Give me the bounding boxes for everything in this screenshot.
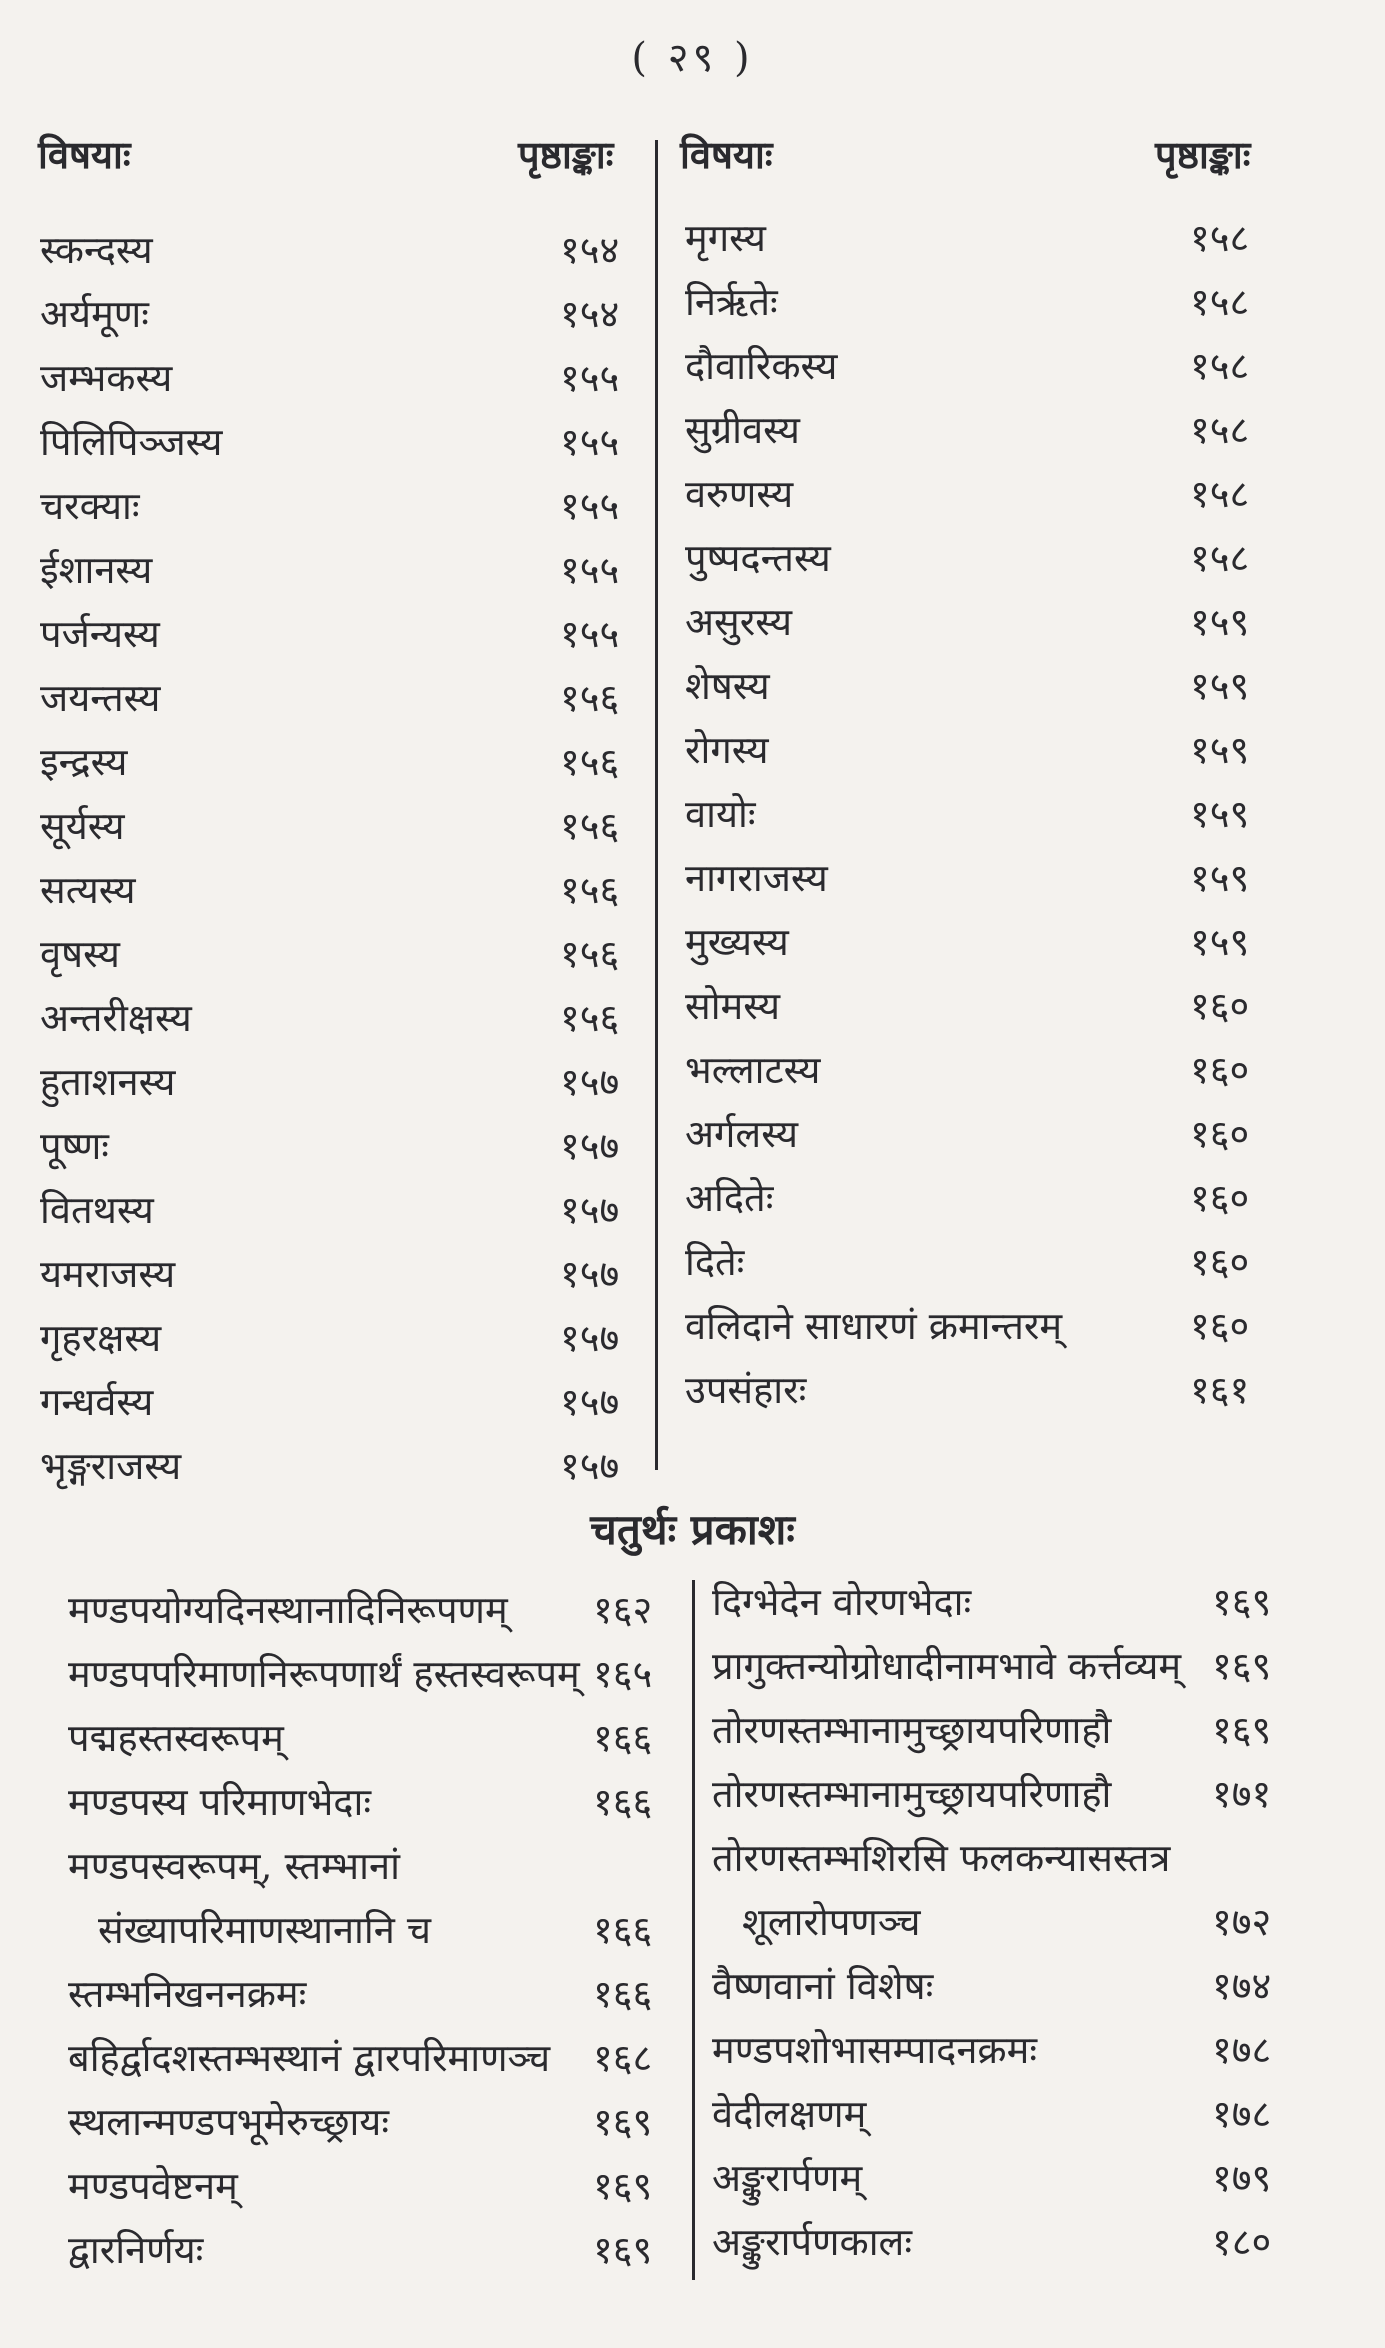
toc-entry-page-number: १५९ xyxy=(1190,920,1250,964)
toc-entry-page-number: १५६ xyxy=(560,804,620,848)
toc-entry-page-number: १५५ xyxy=(560,484,620,528)
toc-entry-title: स्तम्भनिखननक्रमः xyxy=(68,1972,307,2016)
toc-entry-title: सूर्यस्य xyxy=(40,804,125,848)
toc-entry xyxy=(685,270,1295,334)
left-column-page-header: पृष्ठाङ्काः xyxy=(518,132,614,177)
bottom-left-toc-list xyxy=(68,1578,678,2282)
toc-entry-page-number: १६० xyxy=(1190,1112,1250,1156)
toc-entry-title: तोरणस्तम्भशिरसि फलकन्यासस्तत्र xyxy=(712,1836,1171,1880)
toc-entry-page-number: १५७ xyxy=(560,1252,620,1296)
toc-entry xyxy=(68,1578,678,1642)
toc-entry-title: हुताशनस्य xyxy=(40,1060,176,1104)
toc-entry xyxy=(685,462,1295,526)
toc-entry-page-number: १५७ xyxy=(560,1124,620,1168)
toc-entry-title: यमराजस्य xyxy=(40,1252,176,1296)
toc-entry xyxy=(68,2218,678,2282)
toc-entry xyxy=(712,1762,1312,1826)
toc-entry-title: पद्महस्तस्वरूपम् xyxy=(68,1716,284,1760)
toc-entry-page-number: १६८ xyxy=(593,2036,653,2080)
toc-entry xyxy=(40,1306,640,1370)
toc-entry xyxy=(40,666,640,730)
toc-entry-page-number: १६९ xyxy=(1212,1708,1272,1752)
toc-entry xyxy=(685,1038,1295,1102)
toc-entry-page-number: १५५ xyxy=(560,356,620,400)
right-column-page-header: पृष्ठाङ्काः xyxy=(1155,132,1251,177)
toc-entry-title: मुख्यस्य xyxy=(685,920,789,964)
toc-entry-page-number: १५५ xyxy=(560,612,620,656)
toc-entry-page-number: १६० xyxy=(1190,984,1250,1028)
toc-entry-title: तोरणस्तम्भानामुच्छ्रायपरिणाहौ xyxy=(712,1708,1112,1752)
toc-entry-page-number: १५४ xyxy=(560,228,620,272)
bottom-right-toc-list xyxy=(712,1570,1312,2274)
toc-entry-page-number: १५९ xyxy=(1190,728,1250,772)
toc-entry xyxy=(40,986,640,1050)
toc-entry xyxy=(40,1114,640,1178)
toc-entry-title: मण्डपयोग्यदिनस्थानादिनिरूपणम् xyxy=(68,1588,508,1632)
toc-entry-title: असुरस्य xyxy=(685,600,793,644)
toc-entry xyxy=(685,206,1295,270)
toc-entry-title: जम्भकस्य xyxy=(40,356,173,400)
toc-entry-title: मण्डपशोभासम्पादनक्रमः xyxy=(712,2028,1038,2072)
column-divider-top xyxy=(655,140,658,1470)
toc-entry-page-number: १६६ xyxy=(593,1972,653,2016)
toc-entry-title-continued: संख्यापरिमाणस्थानानि च xyxy=(98,1908,432,1952)
toc-entry-page-number: १६६ xyxy=(593,1780,653,1824)
toc-entry xyxy=(40,1434,640,1498)
toc-entry-title: मृगस्य xyxy=(685,216,766,260)
toc-entry xyxy=(40,410,640,474)
toc-entry-title: उपसंहारः xyxy=(685,1368,807,1412)
toc-entry-title: सुग्रीवस्य xyxy=(685,408,800,452)
toc-entry-page-number: १५६ xyxy=(560,676,620,720)
toc-entry-title: मण्डपपरिमाणनिरूपणार्थं हस्तस्वरूपम् xyxy=(68,1652,580,1696)
toc-entry xyxy=(68,1642,678,1706)
toc-entry xyxy=(685,1166,1295,1230)
toc-entry-title: अङ्कुरार्पणम् xyxy=(712,2156,863,2200)
toc-entry xyxy=(685,1102,1295,1166)
toc-entry-page-number: १७१ xyxy=(1212,1772,1272,1816)
toc-entry-page-number: १७८ xyxy=(1212,2092,1272,2136)
toc-entry-title: गृहरक्षस्य xyxy=(40,1316,162,1360)
toc-entry xyxy=(68,2154,678,2218)
toc-entry-title: चरक्याः xyxy=(40,484,140,528)
toc-entry-title: पुष्पदन्तस्य xyxy=(685,536,831,580)
toc-entry xyxy=(40,218,640,282)
toc-entry-page-number: १७४ xyxy=(1212,1964,1272,2008)
toc-entry-title: स्थलान्मण्डपभूमेरुच्छ्रायः xyxy=(68,2100,390,2144)
toc-entry-page-number: १६१ xyxy=(1190,1368,1250,1412)
toc-entry-title: तोरणस्तम्भानामुच्छ्रायपरिणाहौ xyxy=(712,1772,1112,1816)
toc-entry-page-number: १६० xyxy=(1190,1240,1250,1284)
toc-entry-page-number: १७८ xyxy=(1212,2028,1272,2072)
toc-entry xyxy=(685,1358,1295,1422)
toc-entry-page-number: १८० xyxy=(1212,2220,1272,2264)
toc-entry-title: पूष्णः xyxy=(40,1124,109,1168)
toc-entry-title: द्वारनिर्णयः xyxy=(68,2228,204,2272)
toc-entry xyxy=(40,794,640,858)
toc-entry-title: सत्यस्य xyxy=(40,868,136,912)
toc-entry-page-number: १५६ xyxy=(560,996,620,1040)
toc-entry xyxy=(712,1954,1312,2018)
toc-entry-page-number: १६९ xyxy=(593,2228,653,2272)
toc-entry-page-number: १६९ xyxy=(1212,1644,1272,1688)
toc-entry-title: वायोः xyxy=(685,792,756,836)
toc-entry-title: अङ्कुरार्पणकालः xyxy=(712,2220,912,2264)
toc-entry-page-number: १५९ xyxy=(1190,856,1250,900)
toc-entry xyxy=(712,1826,1312,1954)
toc-entry-page-number: १६९ xyxy=(593,2164,653,2208)
toc-entry-page-number: १५४ xyxy=(560,292,620,336)
toc-entry-title: निर्ऋतेः xyxy=(685,280,778,324)
toc-entry xyxy=(712,1570,1312,1634)
toc-entry-page-number: १५६ xyxy=(560,740,620,784)
toc-entry-page-number: १६९ xyxy=(1212,1580,1272,1624)
toc-entry-page-number: १५९ xyxy=(1190,600,1250,644)
toc-entry xyxy=(40,1178,640,1242)
toc-entry-page-number: १५८ xyxy=(1190,216,1250,260)
toc-entry xyxy=(68,2026,678,2090)
toc-entry-title: दितेः xyxy=(685,1240,745,1284)
toc-entry-page-number: १५८ xyxy=(1190,344,1250,388)
toc-entry-title: रोगस्य xyxy=(685,728,769,772)
toc-entry-title: अर्गलस्य xyxy=(685,1112,799,1156)
toc-entry xyxy=(685,1230,1295,1294)
toc-entry-page-number: १६६ xyxy=(593,1716,653,1760)
toc-entry-page-number: १५९ xyxy=(1190,664,1250,708)
toc-entry-page-number: १७९ xyxy=(1212,2156,1272,2200)
toc-entry-page-number: १५६ xyxy=(560,932,620,976)
toc-entry xyxy=(40,1050,640,1114)
toc-entry-page-number: १६६ xyxy=(593,1908,653,1952)
toc-entry xyxy=(68,2090,678,2154)
toc-entry xyxy=(40,602,640,666)
toc-entry-page-number: १६० xyxy=(1190,1304,1250,1348)
toc-entry xyxy=(685,718,1295,782)
toc-entry xyxy=(40,538,640,602)
toc-entry xyxy=(40,474,640,538)
toc-entry-page-number: १५५ xyxy=(560,548,620,592)
toc-entry-page-number: १५७ xyxy=(560,1444,620,1488)
toc-entry xyxy=(40,346,640,410)
toc-entry-page-number: १६० xyxy=(1190,1048,1250,1092)
left-column-subject-header: विषयाः xyxy=(38,132,131,177)
top-right-toc-list xyxy=(685,206,1295,1422)
toc-entry-title: मण्डपस्वरूपम्, स्तम्भानां xyxy=(68,1844,400,1888)
toc-entry xyxy=(685,590,1295,654)
toc-entry-title: वरुणस्य xyxy=(685,472,794,516)
toc-entry-page-number: १५८ xyxy=(1190,472,1250,516)
toc-entry-title: अन्तरीक्षस्य xyxy=(40,996,192,1040)
toc-entry xyxy=(685,654,1295,718)
toc-entry-title: स्कन्दस्य xyxy=(40,228,153,272)
toc-entry xyxy=(40,282,640,346)
toc-entry xyxy=(40,1242,640,1306)
toc-entry-title: वितथस्य xyxy=(40,1188,154,1232)
toc-entry-page-number: १५७ xyxy=(560,1380,620,1424)
toc-entry-title: अर्यमूणः xyxy=(40,292,149,336)
toc-entry xyxy=(685,910,1295,974)
toc-entry-title: बहिर्द्वादशस्तम्भस्थानं द्वारपरिमाणञ्च xyxy=(68,2036,551,2080)
toc-entry-page-number: १५८ xyxy=(1190,408,1250,452)
toc-entry xyxy=(685,782,1295,846)
toc-entry xyxy=(685,526,1295,590)
toc-entry-page-number: १६० xyxy=(1190,1176,1250,1220)
toc-entry-page-number: १६९ xyxy=(593,2100,653,2144)
toc-entry xyxy=(712,2082,1312,2146)
toc-entry xyxy=(68,1770,678,1834)
toc-entry-title: नागराजस्य xyxy=(685,856,828,900)
toc-entry-title-continued: शूलारोपणञ्च xyxy=(742,1900,921,1944)
toc-entry-title: अदितेः xyxy=(685,1176,774,1220)
toc-entry-title: वैष्णवानां विशेषः xyxy=(712,1964,934,2008)
right-column-subject-header: विषयाः xyxy=(680,132,773,177)
toc-entry xyxy=(40,858,640,922)
toc-entry-title: गन्धर्वस्य xyxy=(40,1380,154,1424)
toc-entry-title: वृषस्य xyxy=(40,932,120,976)
toc-entry xyxy=(712,1634,1312,1698)
toc-entry-title: दिग्भेदेन वोरणभेदाः xyxy=(712,1580,972,1624)
toc-entry xyxy=(68,1706,678,1770)
toc-entry-title: इन्द्रस्य xyxy=(40,740,128,784)
toc-entry xyxy=(685,334,1295,398)
toc-entry xyxy=(685,398,1295,462)
toc-entry-title: मण्डपवेष्टनम् xyxy=(68,2164,238,2208)
toc-entry-page-number: १५९ xyxy=(1190,792,1250,836)
toc-entry-title: प्रागुक्तन्योग्रोधादीनामभावे कर्त्तव्यम् xyxy=(712,1644,1182,1688)
toc-entry-title: दौवारिकस्य xyxy=(685,344,838,388)
toc-entry-title: भल्लाटस्य xyxy=(685,1048,821,1092)
toc-entry xyxy=(68,1962,678,2026)
toc-entry-page-number: १५६ xyxy=(560,868,620,912)
section-title: चतुर्थः प्रकाशः xyxy=(590,1505,795,1554)
toc-entry-page-number: १५८ xyxy=(1190,280,1250,324)
toc-entry-page-number: १५७ xyxy=(560,1188,620,1232)
toc-entry-page-number: १७२ xyxy=(1212,1900,1272,1944)
toc-entry xyxy=(712,2146,1312,2210)
top-left-toc-list xyxy=(40,218,640,1498)
toc-entry xyxy=(685,974,1295,1038)
toc-entry-page-number: १६२ xyxy=(593,1588,653,1632)
toc-entry-title: वेदीलक्षणम् xyxy=(712,2092,867,2136)
toc-entry-title: ईशानस्य xyxy=(40,548,153,592)
toc-entry xyxy=(712,1698,1312,1762)
column-divider-bottom xyxy=(692,1580,695,2280)
toc-entry xyxy=(685,1294,1295,1358)
toc-entry-page-number: १५५ xyxy=(560,420,620,464)
toc-entry-page-number: १५७ xyxy=(560,1060,620,1104)
toc-entry xyxy=(68,1834,678,1962)
toc-entry-page-number: १५७ xyxy=(560,1316,620,1360)
toc-entry xyxy=(712,2210,1312,2274)
toc-entry-title: भृङ्गराजस्य xyxy=(40,1444,182,1488)
toc-entry-page-number: १५८ xyxy=(1190,536,1250,580)
toc-entry-title: वलिदाने साधारणं क्रमान्तरम् xyxy=(685,1304,1063,1348)
toc-entry-title: पिलिपिञ्जस्य xyxy=(40,420,223,464)
toc-entry-title: पर्जन्यस्य xyxy=(40,612,160,656)
toc-entry-title: सोमस्य xyxy=(685,984,781,1028)
toc-entry-title: मण्डपस्य परिमाणभेदाः xyxy=(68,1780,372,1824)
toc-entry xyxy=(40,922,640,986)
page-number: ( २९ ) xyxy=(631,35,754,81)
toc-entry xyxy=(712,2018,1312,2082)
toc-entry-page-number: १६५ xyxy=(593,1652,653,1696)
toc-entry xyxy=(40,730,640,794)
toc-entry xyxy=(40,1370,640,1434)
toc-entry xyxy=(685,846,1295,910)
toc-entry-title: शेषस्य xyxy=(685,664,770,708)
toc-entry-title: जयन्तस्य xyxy=(40,676,161,720)
